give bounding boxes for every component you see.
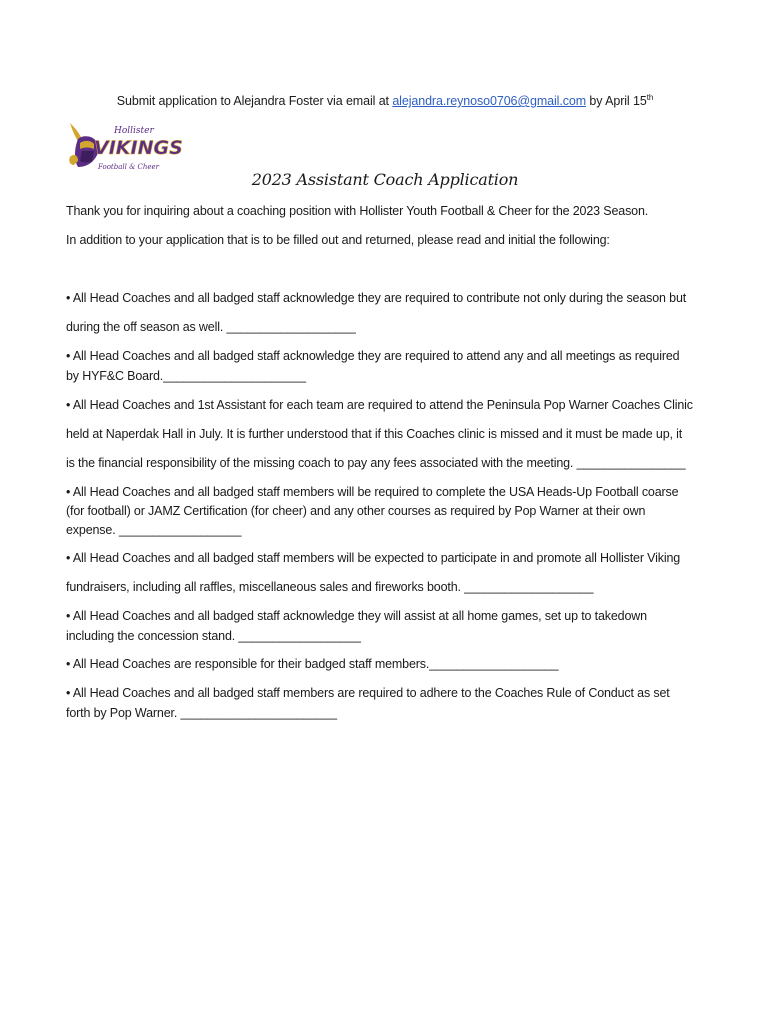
email-link[interactable]: alejandra.reynoso0706@gmail.com	[392, 94, 587, 108]
submit-prefix: Submit application to Alejandra Foster via email at	[116, 94, 393, 108]
item-1-line-1: • All Head Coaches and all badged staff acknowledge they are required to contribute not only during the season but	[66, 291, 687, 305]
item-8-line-1: • All Head Coaches and all badged staff members are required to adhere to the Coaches Rule of Conduct as set	[66, 686, 670, 700]
item-5-line-2: fundraisers, including all raffles, miscellaneous sales and fireworks booth. ___________________	[66, 580, 594, 594]
logo-line3: Football & Cheer	[98, 163, 160, 171]
page-title: 2023 Assistant Coach Application	[251, 170, 519, 189]
item-3-line-1: • All Head Coaches and 1st Assistant for each team are required to attend the Peninsula Pop Warner Coaches Clinic	[66, 398, 693, 412]
item-1-line-2: during the off season as well. ___________________	[66, 320, 356, 334]
intro-line-2: In addition to your application that is to be filled out and returned, please read and initial the following:	[66, 233, 610, 247]
item-4-line-3: expense. __________________	[66, 523, 242, 537]
item-4-line-1: • All Head Coaches and all badged staff members will be required to complete the USA Heads-Up Football coarse	[66, 485, 679, 499]
item-4-line-2: (for football) or JAMZ Certification (for cheer) and any other courses as required by Pop Warner at their own	[66, 504, 646, 518]
logo-line1: Hollister	[114, 126, 154, 136]
logo-line2: VIKINGS	[94, 137, 183, 159]
item-5-line-1: • All Head Coaches and all badged staff members will be expected to participate in and promote all Hollister Viking	[66, 551, 681, 565]
submit-suffix: by April 15	[586, 94, 647, 108]
item-2-line-2: by HYF&C Board._____________________	[66, 369, 306, 383]
item-3-line-2: held at Naperdak Hall in July. It is further understood that if this Coaches clinic is missed and it must be made up, it	[66, 427, 683, 441]
submit-instructions	[0, 94, 770, 108]
item-2-line-1: • All Head Coaches and all badged staff acknowledge they are required to attend any and all meetings as required	[66, 349, 680, 363]
item-8-line-2: forth by Pop Warner. _______________________	[66, 706, 337, 720]
item-7-line-1: • All Head Coaches are responsible for their badged staff members.___________________	[66, 657, 559, 671]
intro-line-1: Thank you for inquiring about a coaching position with Hollister Youth Football & Cheer for the 2023 Season.	[66, 204, 649, 218]
item-3-line-3: is the financial responsibility of the missing coach to pay any fees associated with the meeting. ________________	[66, 456, 686, 470]
item-6-line-1: • All Head Coaches and all badged staff acknowledge they will assist at all home games, set up to takedown	[66, 609, 647, 623]
item-6-line-2: including the concession stand. __________________	[66, 629, 361, 643]
submit-superscript: th	[646, 92, 654, 102]
